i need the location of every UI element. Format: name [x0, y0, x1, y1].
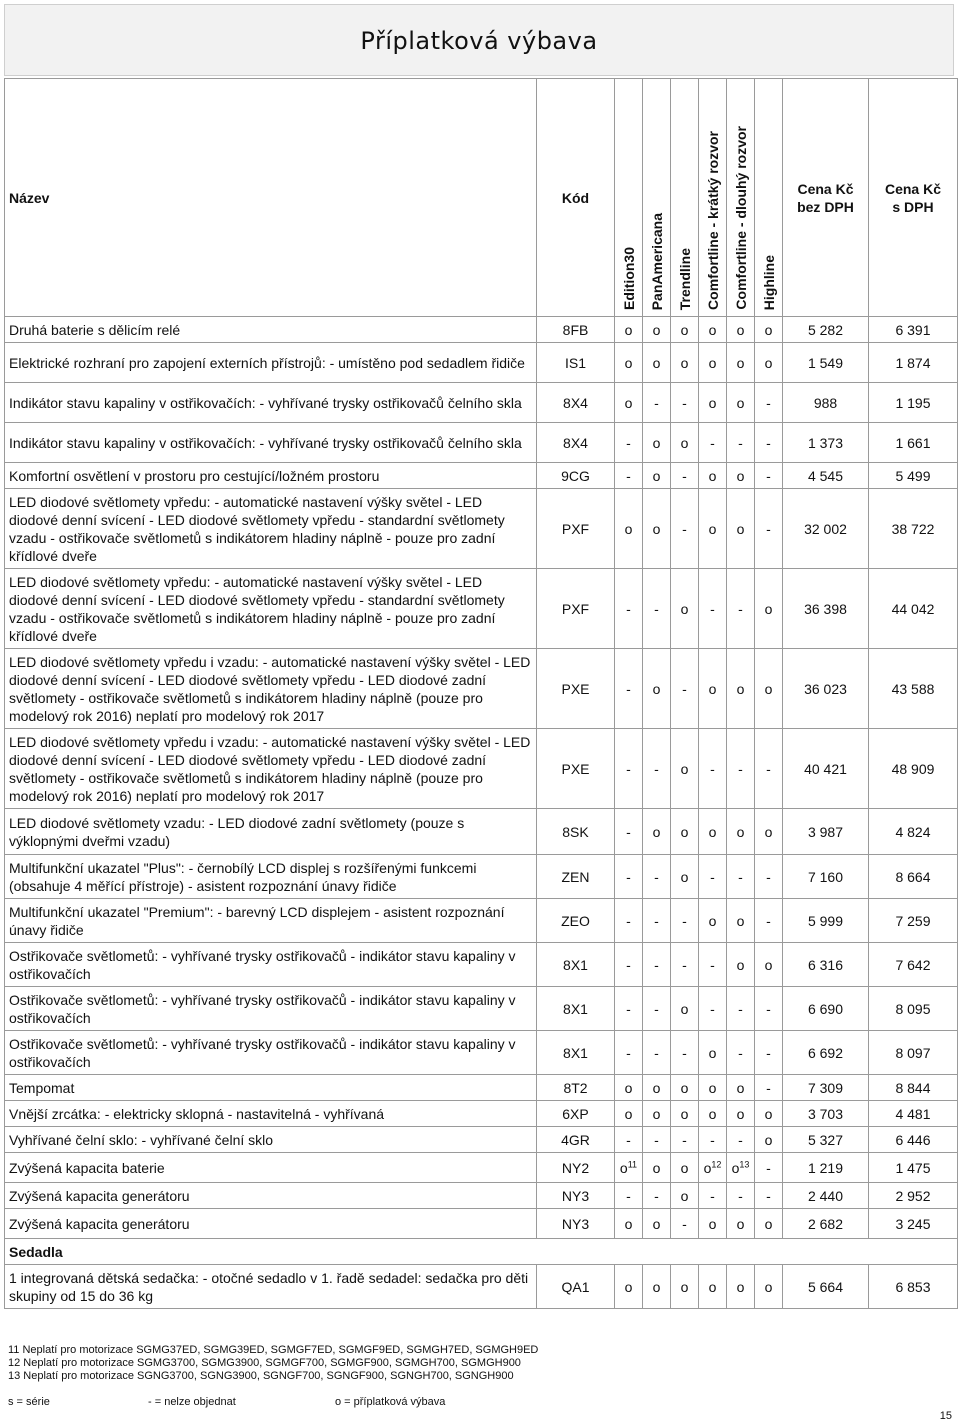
price-gross: 44 042: [869, 569, 958, 649]
table-row: [5, 987, 958, 1031]
availability-mark: -: [615, 463, 643, 489]
price-net: 988: [783, 383, 869, 423]
availability-mark: -: [755, 383, 783, 423]
availability-mark: o: [643, 1075, 671, 1101]
availability-mark: o: [727, 649, 755, 729]
availability-mark: -: [727, 1127, 755, 1153]
price-net: 6 692: [783, 1031, 869, 1075]
price-net: 7 160: [783, 855, 869, 899]
option-code: 8X4: [537, 383, 615, 423]
table-row: [5, 1183, 958, 1209]
availability-mark: -: [615, 729, 643, 809]
availability-mark: o: [615, 1209, 643, 1239]
price-gross: 6 853: [869, 1265, 958, 1309]
price-net: 7 309: [783, 1075, 869, 1101]
availability-mark: o: [643, 489, 671, 569]
option-name: Zvýšená kapacita generátoru: [5, 1209, 537, 1239]
availability-mark: o: [643, 463, 671, 489]
availability-mark: o: [755, 1265, 783, 1309]
availability-mark: o: [671, 423, 699, 463]
price-gross: 1 475: [869, 1153, 958, 1183]
availability-mark: o: [643, 1101, 671, 1127]
header-trim: Edition30: [615, 79, 643, 317]
availability-mark: o: [755, 809, 783, 855]
availability-mark: -: [727, 569, 755, 649]
legend-optional: o = příplatková výbava: [335, 1396, 446, 1408]
availability-mark: -: [615, 1127, 643, 1153]
availability-mark: o: [699, 1075, 727, 1101]
availability-mark: -: [671, 943, 699, 987]
availability-mark: o: [671, 987, 699, 1031]
availability-mark: o: [727, 943, 755, 987]
price-gross: 43 588: [869, 649, 958, 729]
section-title-seats: Sedadla: [5, 1239, 958, 1265]
availability-mark: -: [671, 1209, 699, 1239]
option-name: Multifunkční ukazatel "Plus": - černobílý LCD displej s rozšířenými funkcemi (obsahuje 4 měřící přístroje) - asistent rozpoznání únavy řidiče: [5, 855, 537, 899]
option-code: 8T2: [537, 1075, 615, 1101]
price-net: 6 690: [783, 987, 869, 1031]
availability-mark: o: [643, 343, 671, 383]
availability-mark: -: [727, 855, 755, 899]
option-name: Indikátor stavu kapaliny v ostřikovačích: - vyhřívané trysky ostřikovačů čelního skla: [5, 423, 537, 463]
availability-mark: o: [671, 1183, 699, 1209]
availability-mark: o: [699, 463, 727, 489]
table-row: [5, 729, 958, 809]
availability-mark: -: [755, 1075, 783, 1101]
availability-mark: -: [671, 899, 699, 943]
price-gross: 1 874: [869, 343, 958, 383]
header-price-net: Cena Kč bez DPH: [783, 79, 869, 317]
availability-mark: o: [727, 1209, 755, 1239]
price-gross: 1 661: [869, 423, 958, 463]
option-name: Ostřikovače světlometů: - vyhřívané trysky ostřikovačů - indikátor stavu kapaliny v ostřikovačích: [5, 987, 537, 1031]
option-code: 4GR: [537, 1127, 615, 1153]
price-gross: 8 844: [869, 1075, 958, 1101]
availability-mark: -: [643, 1183, 671, 1209]
price-net: 36 023: [783, 649, 869, 729]
option-code: ZEO: [537, 899, 615, 943]
availability-mark: o: [755, 1127, 783, 1153]
table-row: [5, 1075, 958, 1101]
availability-mark: o: [727, 1101, 755, 1127]
footnote-ref: 11: [627, 1158, 638, 1169]
availability-mark: -: [615, 943, 643, 987]
availability-mark: o: [755, 343, 783, 383]
price-gross: 6 446: [869, 1127, 958, 1153]
availability-mark: -: [699, 729, 727, 809]
option-name: Komfortní osvětlení v prostoru pro cestující/ložném prostoru: [5, 463, 537, 489]
availability-mark: -: [671, 1031, 699, 1075]
availability-mark: o: [643, 1265, 671, 1309]
price-gross: 6 391: [869, 317, 958, 343]
availability-mark: o: [671, 1101, 699, 1127]
availability-mark: o: [755, 1101, 783, 1127]
availability-mark: -: [755, 899, 783, 943]
option-name: Vyhřívané čelní sklo: - vyhřívané čelní sklo: [5, 1127, 537, 1153]
availability-mark: -: [615, 899, 643, 943]
availability-mark: o: [727, 1265, 755, 1309]
availability-mark: o: [699, 317, 727, 343]
header-trim: Highline: [755, 79, 783, 317]
availability-mark: o: [727, 809, 755, 855]
table-row: [5, 855, 958, 899]
availability-mark: o: [755, 943, 783, 987]
price-net: 5 999: [783, 899, 869, 943]
header-code: Kód: [537, 79, 615, 317]
availability-mark: o: [727, 343, 755, 383]
availability-mark: -: [643, 1031, 671, 1075]
availability-mark: -: [755, 1183, 783, 1209]
availability-mark: -: [755, 1153, 783, 1183]
table-row: [5, 809, 958, 855]
table-row: [5, 569, 958, 649]
availability-mark: o: [699, 649, 727, 729]
availability-mark: o: [615, 1101, 643, 1127]
table-row: [5, 649, 958, 729]
price-gross: 38 722: [869, 489, 958, 569]
availability-mark: o: [699, 1031, 727, 1075]
availability-mark: -: [727, 987, 755, 1031]
option-code: 9CG: [537, 463, 615, 489]
price-gross: 5 499: [869, 463, 958, 489]
availability-mark: -: [671, 1127, 699, 1153]
option-code: ZEN: [537, 855, 615, 899]
footnote: 11 Neplatí pro motorizace SGMG37ED, SGMG39ED, SGMGF7ED, SGMGF9ED, SGMGH7ED, SGMGH9ED: [8, 1344, 539, 1356]
legend-series: s = série: [8, 1396, 50, 1408]
option-name: LED diodové světlomety vpředu: - automatické nastavení výšky světel - LED diodové denní svícení - LED diodové světlomety vpředu - standardní světlomety vzadu - ostřikovače světlometů s indikátorem hladiny náplně - pouze pro zadní křídlové dveře: [5, 569, 537, 649]
availability-mark: -: [727, 1183, 755, 1209]
option-name: Multifunkční ukazatel "Premium": - barevný LCD displejem - asistent rozpoznání únavy řidiče: [5, 899, 537, 943]
availability-mark: o: [671, 1265, 699, 1309]
option-name: LED diodové světlomety vpředu i vzadu: - automatické nastavení výšky světel - LED diodové denní svícení - LED diodové světlomety vpředu - LED diodové zadní světlomety - ostřikovače světlometů s indikátorem hladiny náplně (pouze pro modelový rok 2016) neplatí pro modelový rok 2017: [5, 729, 537, 809]
availability-mark: o: [699, 899, 727, 943]
option-name: Druhá baterie s dělicím relé: [5, 317, 537, 343]
availability-mark: $o^{11}$: [615, 1153, 643, 1183]
page-number: 15: [939, 1410, 952, 1422]
footnote-ref: 12: [711, 1158, 722, 1169]
footnote: 12 Neplatí pro motorizace SGMG3700, SGMG3900, SGMGF700, SGMGF900, SGMGH700, SGMGH900: [8, 1357, 521, 1369]
price-gross: 4 824: [869, 809, 958, 855]
availability-mark: o: [699, 343, 727, 383]
availability-mark: -: [643, 383, 671, 423]
option-code: 8SK: [537, 809, 615, 855]
availability-mark: -: [699, 569, 727, 649]
option-name: Zvýšená kapacita generátoru: [5, 1183, 537, 1209]
availability-mark: o: [699, 1265, 727, 1309]
availability-mark: -: [615, 1183, 643, 1209]
availability-mark: -: [727, 1031, 755, 1075]
header-trim: Comfortline - krátký rozvor: [699, 79, 727, 317]
table-row: [5, 423, 958, 463]
availability-mark: o: [727, 1075, 755, 1101]
availability-mark: -: [643, 987, 671, 1031]
table-row: [5, 1031, 958, 1075]
price-net: 3 703: [783, 1101, 869, 1127]
option-code: 8X1: [537, 943, 615, 987]
price-net: 1 373: [783, 423, 869, 463]
option-name: Tempomat: [5, 1075, 537, 1101]
availability-mark: $o^{13}$: [727, 1153, 755, 1183]
availability-mark: -: [755, 987, 783, 1031]
table-row: [5, 943, 958, 987]
price-net: 1 549: [783, 343, 869, 383]
footnote-ref: 13: [739, 1158, 750, 1169]
price-gross: 7 259: [869, 899, 958, 943]
availability-mark: -: [615, 649, 643, 729]
option-code: PXF: [537, 489, 615, 569]
availability-mark: -: [615, 423, 643, 463]
availability-mark: -: [699, 855, 727, 899]
availability-mark: o: [671, 1075, 699, 1101]
table-row: [5, 383, 958, 423]
price-net: 2 440: [783, 1183, 869, 1209]
price-net: 1 219: [783, 1153, 869, 1183]
price-net: 3 987: [783, 809, 869, 855]
availability-mark: o: [755, 317, 783, 343]
availability-mark: -: [699, 987, 727, 1031]
availability-mark: -: [671, 649, 699, 729]
header-trim: Trendline: [671, 79, 699, 317]
availability-mark: $o^{12}$: [699, 1153, 727, 1183]
page-title: Příplatková výbava: [360, 27, 598, 55]
option-code: IS1: [537, 343, 615, 383]
price-gross: 2 952: [869, 1183, 958, 1209]
table-row: [5, 1265, 958, 1309]
price-gross: 4 481: [869, 1101, 958, 1127]
price-net: 5 282: [783, 317, 869, 343]
option-code: QA1: [537, 1265, 615, 1309]
availability-mark: -: [615, 987, 643, 1031]
availability-mark: -: [699, 1127, 727, 1153]
price-gross: 8 095: [869, 987, 958, 1031]
availability-mark: o: [671, 729, 699, 809]
price-net: 5 327: [783, 1127, 869, 1153]
option-name: Vnější zrcátka: - elektricky sklopná - nastavitelná - vyhřívaná: [5, 1101, 537, 1127]
footnote: 13 Neplatí pro motorizace SGNG3700, SGNG3900, SGNGF700, SGNGF900, SGNGH700, SGNGH900: [8, 1370, 514, 1382]
header-trim: PanAmericana: [643, 79, 671, 317]
availability-mark: o: [727, 899, 755, 943]
price-net: 2 682: [783, 1209, 869, 1239]
availability-mark: o: [699, 1101, 727, 1127]
availability-mark: o: [699, 489, 727, 569]
table-row: [5, 343, 958, 383]
availability-mark: o: [615, 1075, 643, 1101]
availability-mark: o: [643, 1153, 671, 1183]
table-row: [5, 1127, 958, 1153]
price-net: 36 398: [783, 569, 869, 649]
availability-mark: -: [755, 855, 783, 899]
availability-mark: o: [671, 343, 699, 383]
availability-mark: o: [643, 423, 671, 463]
availability-mark: o: [699, 383, 727, 423]
availability-mark: -: [643, 899, 671, 943]
option-name: LED diodové světlomety vpředu i vzadu: - automatické nastavení výšky světel - LED diodové denní svícení - LED diodové světlomety vpředu - LED diodové zadní světlomety - ostřikovače světlometů s indikátorem hladiny náplně (pouze pro modelový rok 2016) neplatí pro modelový rok 2017: [5, 649, 537, 729]
availability-mark: -: [699, 943, 727, 987]
availability-mark: -: [755, 423, 783, 463]
option-name: 1 integrovaná dětská sedačka: - otočné sedadlo v 1. řadě sedadel: sedačka pro děti skupiny od 15 do 36 kg: [5, 1265, 537, 1309]
header-trim: Comfortline - dlouhý rozvor: [727, 79, 755, 317]
availability-mark: o: [755, 569, 783, 649]
option-code: NY3: [537, 1183, 615, 1209]
option-code: NY2: [537, 1153, 615, 1183]
table-row: [5, 1101, 958, 1127]
table-row: [5, 1153, 958, 1183]
table-row: [5, 463, 958, 489]
option-name: Elektrické rozhraní pro zapojení externích přístrojů: - umístěno pod sedadlem řidiče: [5, 343, 537, 383]
availability-mark: -: [615, 569, 643, 649]
price-gross: 7 642: [869, 943, 958, 987]
price-net: 4 545: [783, 463, 869, 489]
price-gross: 8 664: [869, 855, 958, 899]
section-row: [5, 1239, 958, 1265]
availability-mark: o: [615, 383, 643, 423]
header-name: Název: [5, 79, 537, 317]
options-table: [4, 78, 958, 1309]
legend-not-orderable: - = nelze objednat: [148, 1396, 236, 1408]
price-net: 6 316: [783, 943, 869, 987]
availability-mark: -: [671, 489, 699, 569]
availability-mark: -: [671, 463, 699, 489]
availability-mark: -: [643, 569, 671, 649]
availability-mark: o: [755, 649, 783, 729]
header-row: [5, 79, 958, 317]
availability-mark: o: [727, 463, 755, 489]
table-row: [5, 1209, 958, 1239]
availability-mark: o: [643, 809, 671, 855]
price-net: 32 002: [783, 489, 869, 569]
option-code: PXE: [537, 649, 615, 729]
option-code: 8X4: [537, 423, 615, 463]
availability-mark: o: [671, 569, 699, 649]
availability-mark: o: [671, 317, 699, 343]
option-code: PXE: [537, 729, 615, 809]
availability-mark: o: [615, 343, 643, 383]
availability-mark: o: [615, 489, 643, 569]
availability-mark: -: [727, 423, 755, 463]
availability-mark: o: [727, 489, 755, 569]
table-row: [5, 489, 958, 569]
price-gross: 48 909: [869, 729, 958, 809]
option-code: 8X1: [537, 987, 615, 1031]
title-banner: [4, 4, 954, 76]
availability-mark: o: [643, 317, 671, 343]
availability-mark: -: [699, 1183, 727, 1209]
option-name: Ostřikovače světlometů: - vyhřívané trysky ostřikovačů - indikátor stavu kapaliny v ostřikovačích: [5, 1031, 537, 1075]
header-price-gross: Cena Kč s DPH: [869, 79, 958, 317]
availability-mark: o: [671, 809, 699, 855]
option-code: PXF: [537, 569, 615, 649]
availability-mark: -: [643, 855, 671, 899]
availability-mark: o: [615, 1265, 643, 1309]
table-row: [5, 899, 958, 943]
availability-mark: -: [615, 855, 643, 899]
table-row: [5, 317, 958, 343]
availability-mark: -: [671, 383, 699, 423]
availability-mark: -: [727, 729, 755, 809]
availability-mark: o: [643, 1209, 671, 1239]
price-gross: 8 097: [869, 1031, 958, 1075]
availability-mark: o: [643, 649, 671, 729]
availability-mark: -: [643, 729, 671, 809]
option-name: Indikátor stavu kapaliny v ostřikovačích: - vyhřívané trysky ostřikovačů čelního skla: [5, 383, 537, 423]
price-net: 40 421: [783, 729, 869, 809]
availability-mark: o: [755, 1209, 783, 1239]
availability-mark: -: [755, 489, 783, 569]
option-name: Zvýšená kapacita baterie: [5, 1153, 537, 1183]
availability-mark: o: [615, 317, 643, 343]
price-net: 5 664: [783, 1265, 869, 1309]
availability-mark: o: [699, 809, 727, 855]
availability-mark: o: [727, 383, 755, 423]
option-name: Ostřikovače světlometů: - vyhřívané trysky ostřikovačů - indikátor stavu kapaliny v ostřikovačích: [5, 943, 537, 987]
option-code: 8FB: [537, 317, 615, 343]
availability-mark: o: [671, 855, 699, 899]
availability-mark: o: [671, 1153, 699, 1183]
availability-mark: -: [699, 423, 727, 463]
availability-mark: -: [755, 729, 783, 809]
option-code: 8X1: [537, 1031, 615, 1075]
price-gross: 3 245: [869, 1209, 958, 1239]
availability-mark: -: [755, 463, 783, 489]
availability-mark: -: [755, 1031, 783, 1075]
option-code: 6XP: [537, 1101, 615, 1127]
availability-mark: -: [615, 809, 643, 855]
availability-mark: -: [643, 1127, 671, 1153]
availability-mark: -: [615, 1031, 643, 1075]
option-code: NY3: [537, 1209, 615, 1239]
availability-mark: -: [643, 943, 671, 987]
option-name: LED diodové světlomety vpředu: - automatické nastavení výšky světel - LED diodové denní svícení - LED diodové světlomety vpředu - standardní světlomety vzadu - ostřikovače světlometů s indikátorem hladiny náplně - pouze pro zadní křídlové dveře: [5, 489, 537, 569]
availability-mark: o: [727, 317, 755, 343]
price-gross: 1 195: [869, 383, 958, 423]
option-name: LED diodové světlomety vzadu: - LED diodové zadní světlomety (pouze s výklopnými dveřmi vzadu): [5, 809, 537, 855]
availability-mark: o: [699, 1209, 727, 1239]
